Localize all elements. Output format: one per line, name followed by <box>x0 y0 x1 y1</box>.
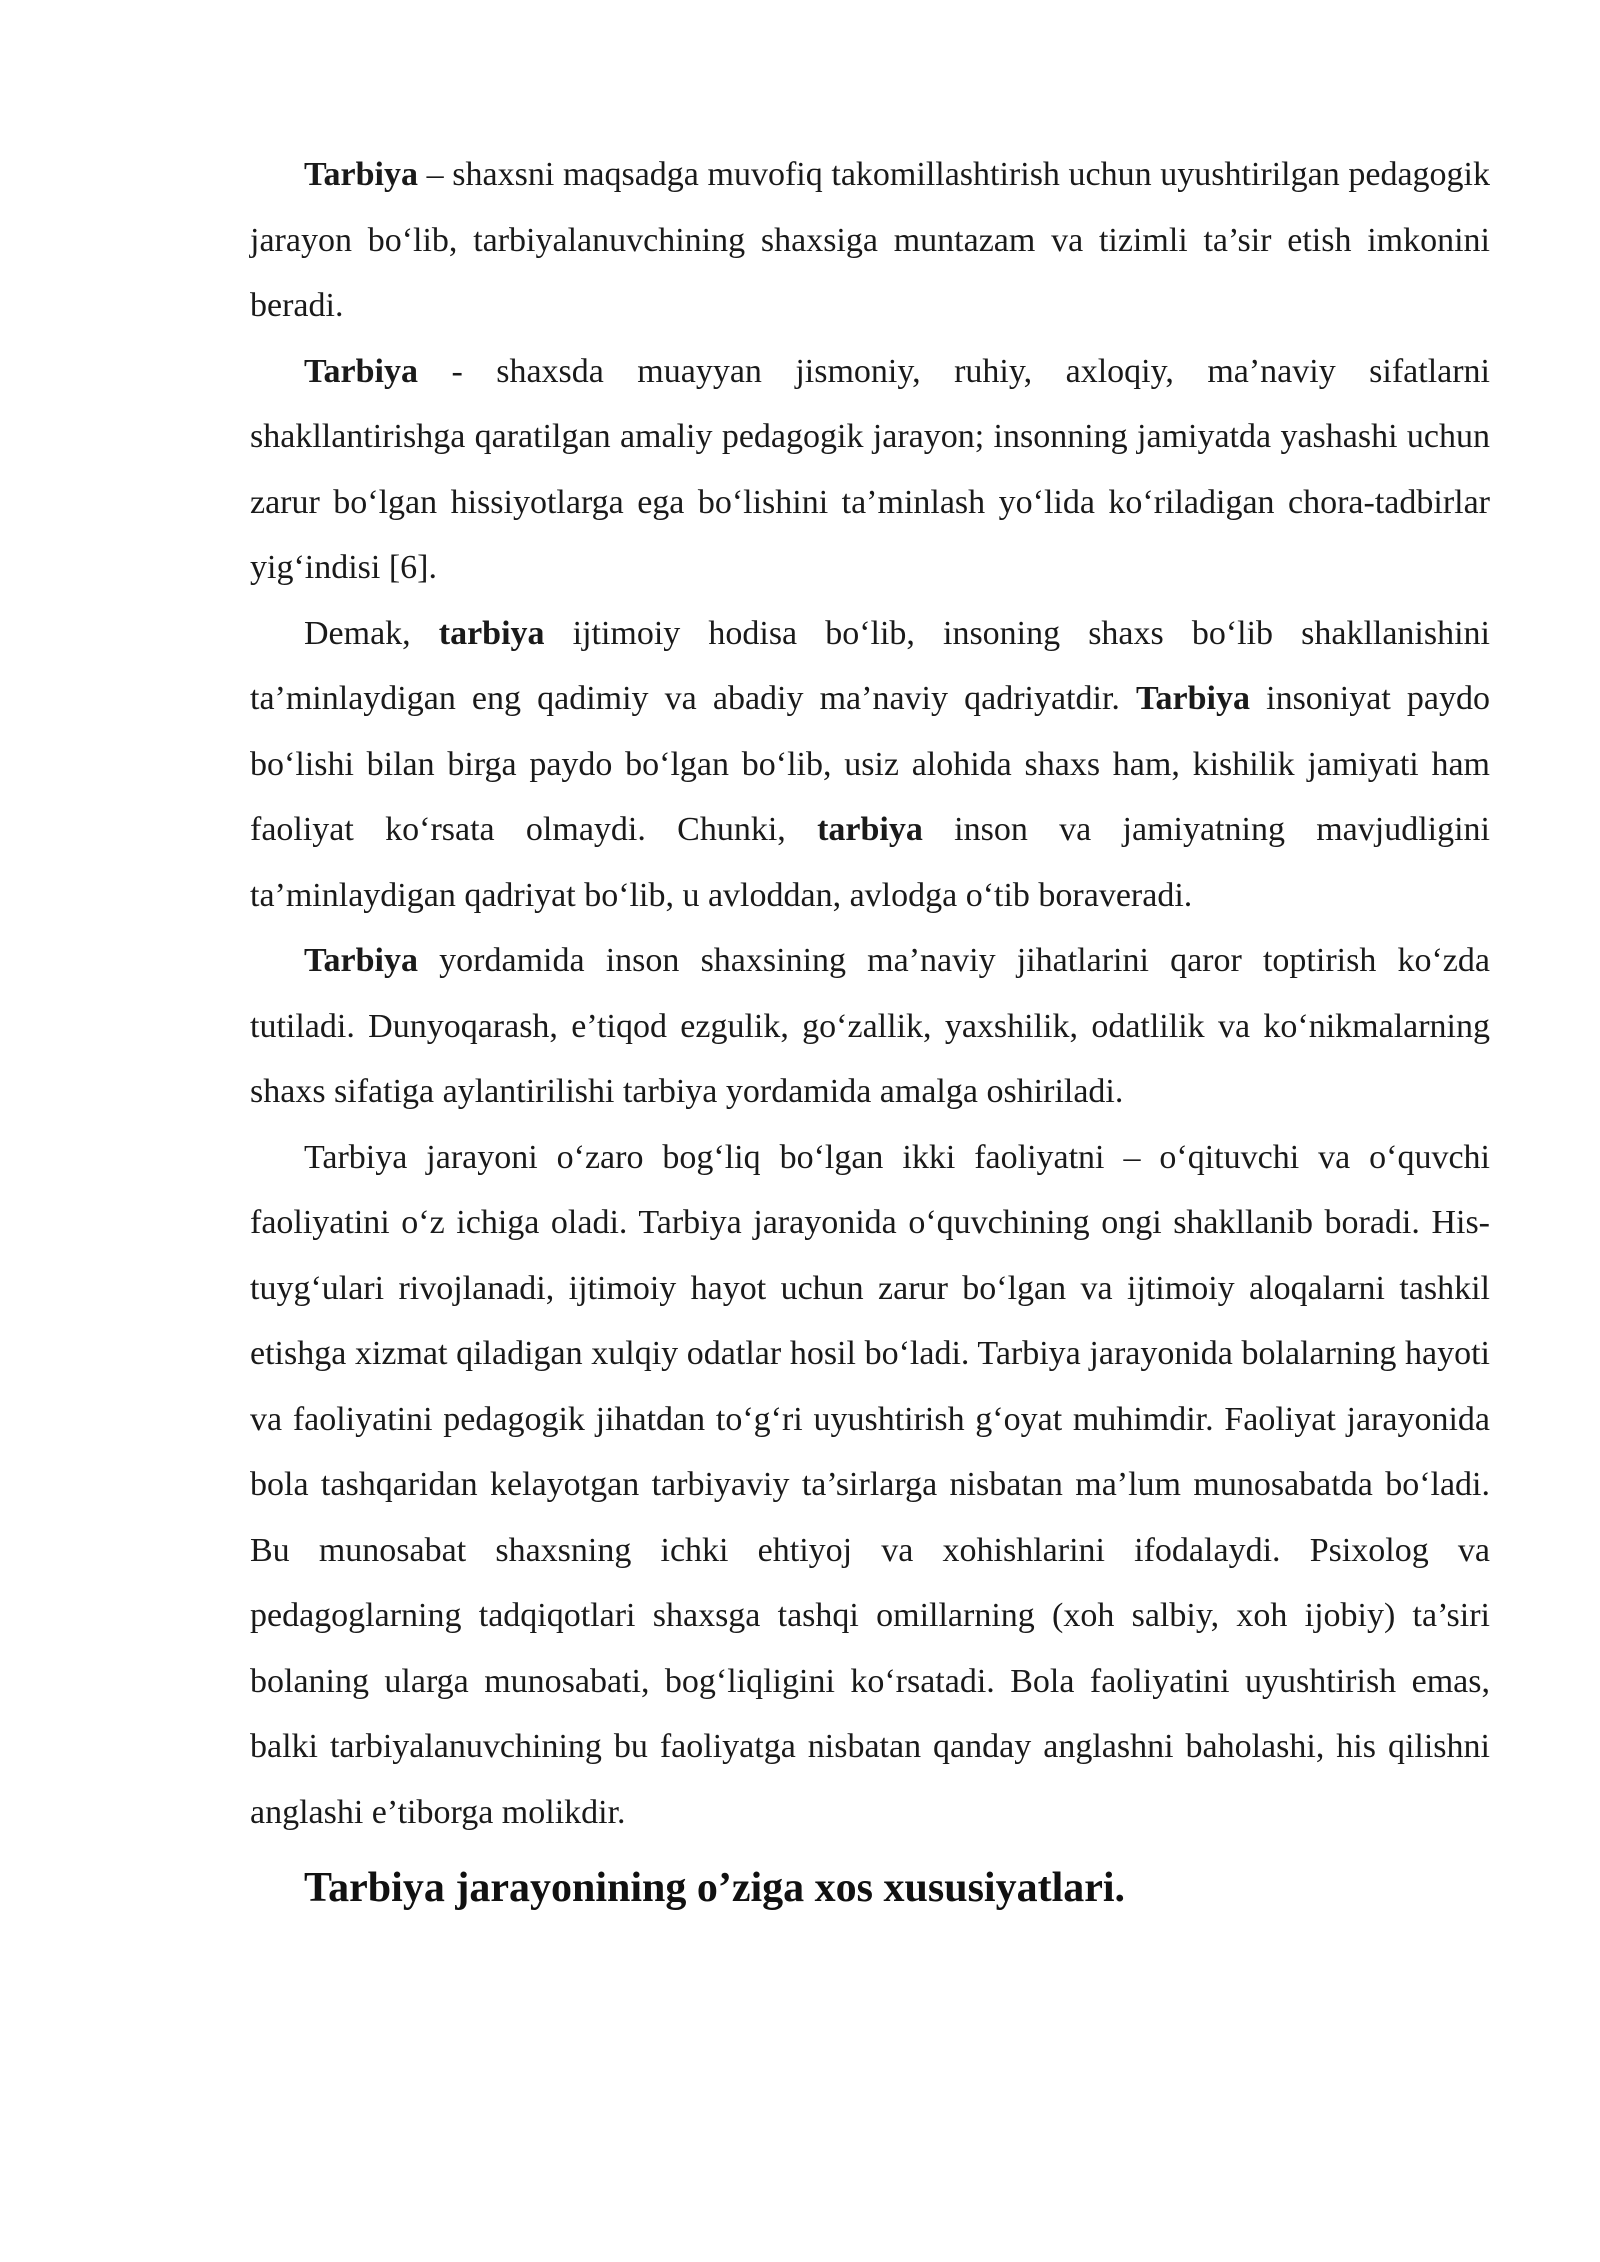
paragraph-conclusion <box>250 601 1490 929</box>
paragraph-text: insoniyat paydo bo‘lishi bilan birga paydo bo‘lgan bo‘lib, usiz alohida shaxs ham, kishilik jamiyati ham faoliyat ko‘rsata olmaydi. Chunki, <box>250 680 1490 848</box>
section-heading: Tarbiya jarayonining o’ziga xos xususiyatlari. <box>304 1865 1126 1911</box>
paragraph-text: yordamida inson shaxsining ma’naviy jihatlarini qaror toptirish ko‘zda tutiladi. Dunyoqarash, e’tiqod ezgulik, go‘zallik, yaxshilik, odatlilik va ko‘nikmalarning shaxs sifatiga aylantirilishi tarbiya yordamida amalga oshiriladi. <box>250 942 1490 1110</box>
paragraph-text: ijtimoiy hodisa bo‘lib, insoning shaxs bo‘lib shakllanishini ta’minlaydigan eng qadimiy va abadiy ma’naviy qadriyatdir. <box>250 614 1490 717</box>
paragraph-process <box>250 1125 1490 1846</box>
paragraph-definition-1 <box>250 142 1490 339</box>
term-bold: tarbiya <box>817 811 923 848</box>
paragraph-text: – shaxsni maqsadga muvofiq takomillashtirish uchun uyushtirilgan pedagogik jarayon bo‘lib, tarbiyalanuvchining shaxsiga muntazam va tizimli ta’sir etish imkonini beradi. <box>250 156 1490 324</box>
term-bold: Tarbiya <box>304 942 419 979</box>
paragraph-text: inson va jamiyatning mavjudligini ta’minlaydigan qadriyat bo‘lib, u avloddan, avlodga o‘tib boraveradi. <box>250 811 1491 914</box>
term-bold: Tarbiya <box>304 352 419 390</box>
term-bold: Tarbiya <box>1136 680 1251 717</box>
document-page <box>250 142 1490 1923</box>
paragraph-text: Demak, <box>304 614 439 652</box>
paragraph-definition-2 <box>250 339 1490 601</box>
term-bold: tarbiya <box>438 614 545 652</box>
paragraph-text: Tarbiya jarayoni o‘zaro bog‘liq bo‘lgan ikki faoliyatni – o‘qituvchi va o‘quvchi faoliyatini o‘z ichiga oladi. Tarbiya jarayonida o‘quvchining ongi shakllanib boradi. His-tuyg‘ulari rivojlanadi, ijtimoiy hayot uchun zarur bo‘lgan va ijtimoiy aloqalarni tashkil etishga xizmat qiladigan xulqiy odatlar hosil bo‘ladi. Tarbiya jarayonida bolalarning hayoti va faoliyatini pedagogik jihatdan to‘g‘ri uyushtirish g‘oyat muhimdir. Faoliyat jarayonida bola tashqaridan kelayotgan tarbiyaviy ta’sirlarga nisbatan ma’lum munosabatda bo‘ladi. Bu munosabat shaxsning ichki ehtiyoj va xohishlarini ifodalaydi. Psixolog va pedagoglarning tadqiqotlari shaxsga tashqi omillarning (xoh salbiy, xoh ijobiy) ta’siri bolaning ularga munosabati, bog‘liqligini ko‘rsatadi. Bola faoliyatini uyushtirish emas, balki tarbiyalanuvchining bu faoliyatga nisbatan qanday anglashni baholashi, his qilishni anglashi e’tiborga molikdir. <box>250 1138 1490 1831</box>
paragraph-spiritual <box>250 928 1490 1125</box>
paragraph-text: - shaxsda muayyan jismoniy, ruhiy, axloqiy, ma’naviy sifatlarni shakllantirishga qaratilgan amaliy pedagogik jarayon; insonning jamiyatda yashashi uchun zarur bo‘lgan hissiyotlarga ega bo‘lishini ta’minlash yo‘lida ko‘riladigan chora-tadbirlar yig‘indisi [6]. <box>250 352 1490 586</box>
term-bold: Tarbiya <box>304 156 419 193</box>
